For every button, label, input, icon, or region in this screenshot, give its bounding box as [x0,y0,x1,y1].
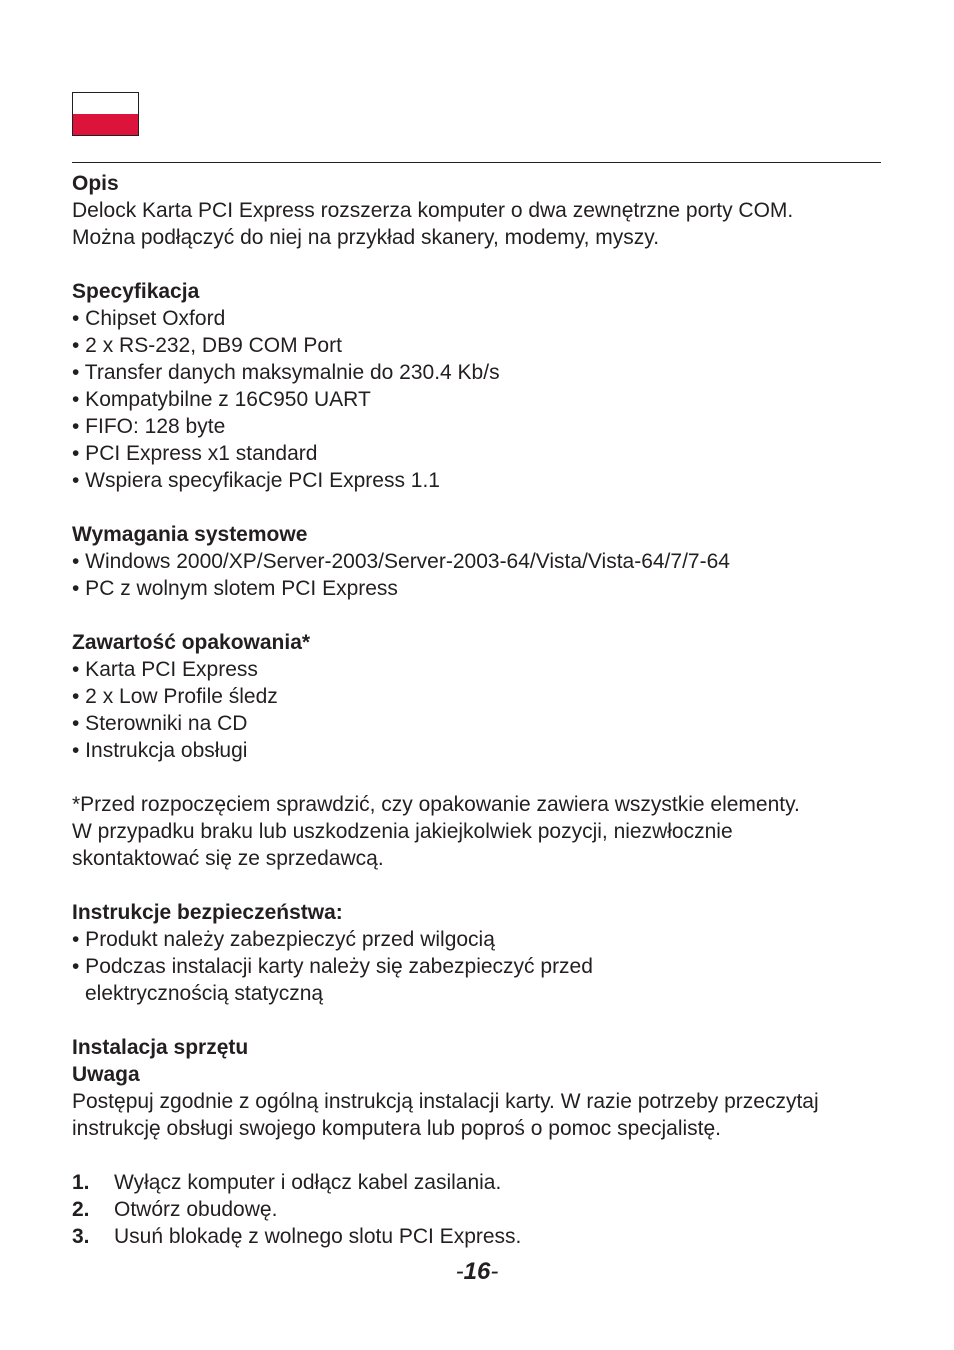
section-title-safety: Instrukcje bezpieczeństwa: [72,901,343,924]
section-title-spec: Specyfikacja [72,280,200,303]
section-title-package: Zawartość opakowania* [72,631,311,654]
step-number: 2. [72,1198,90,1221]
safety-item: • Produkt należy zabezpieczyć przed wilgocią [72,928,495,951]
spec-item: • Kompatybilne z 16C950 UART [72,388,371,411]
section-title-requirements: Wymagania systemowe [72,523,308,546]
spec-item: • Transfer danych maksymalnie do 230.4 Kb/s [72,361,500,384]
spec-item: • Wspiera specyfikacje PCI Express 1.1 [72,469,440,492]
safety-item-continuation: elektrycznością statyczną [85,982,324,1005]
step-text: Usuń blokadę z wolnego slotu PCI Express. [114,1225,522,1248]
step-number: 1. [72,1171,90,1194]
polish-flag-icon [72,92,139,136]
install-step [72,1169,892,1196]
package-note-line: *Przed rozpoczęciem sprawdzić, czy opakowanie zawiera wszystkie elementy. [72,793,800,816]
section-title-install: Instalacja sprzętu [72,1036,249,1059]
requirement-item: • PC z wolnym slotem PCI Express [72,577,398,600]
requirement-item: • Windows 2000/XP/Server-2003/Server-2003-64/Vista/Vista-64/7/7-64 [72,550,730,573]
header-divider [72,162,881,163]
section-subtitle-warning: Uwaga [72,1063,140,1086]
section-title-opis: Opis [72,172,119,195]
flag-white-stripe [73,93,138,114]
spec-item: • PCI Express x1 standard [72,442,318,465]
package-item: • Instrukcja obsługi [72,739,248,762]
package-note-line: W przypadku braku lub uszkodzenia jakiejkolwiek pozycji, niezwłocznie [72,820,733,843]
opis-line: Można podłączyć do niej na przykład skanery, modemy, myszy. [72,226,660,249]
page-number-dash: - [490,1258,499,1285]
spec-item: • Chipset Oxford [72,307,226,330]
package-item: • 2 x Low Profile śledz [72,685,278,708]
flag-red-stripe [73,114,138,135]
package-item: • Sterowniki na CD [72,712,248,735]
page-number-dash: - [455,1258,464,1285]
page-number-value: 16 [463,1258,491,1285]
spec-item: • 2 x RS-232, DB9 COM Port [72,334,342,357]
opis-line: Delock Karta PCI Express rozszerza komputer o dwa zewnętrzne porty COM. [72,199,794,222]
step-text: Wyłącz komputer i odłącz kabel zasilania. [114,1171,502,1194]
package-item: • Karta PCI Express [72,658,258,681]
package-note-line: skontaktować się ze sprzedawcą. [72,847,384,870]
install-line: instrukcję obsługi swojego komputera lub poproś o pomoc specjalistę. [72,1117,722,1140]
install-step [72,1196,892,1223]
page-number [0,1258,954,1286]
document-body [72,170,892,1250]
spec-item: • FIFO: 128 byte [72,415,226,438]
step-number: 3. [72,1225,90,1248]
step-text: Otwórz obudowę. [114,1198,278,1221]
install-line: Postępuj zgodnie z ogólną instrukcją instalacji karty. W razie potrzeby przeczytaj [72,1090,819,1113]
safety-item: • Podczas instalacji karty należy się zabezpieczyć przed [72,955,593,978]
install-step [72,1223,892,1250]
